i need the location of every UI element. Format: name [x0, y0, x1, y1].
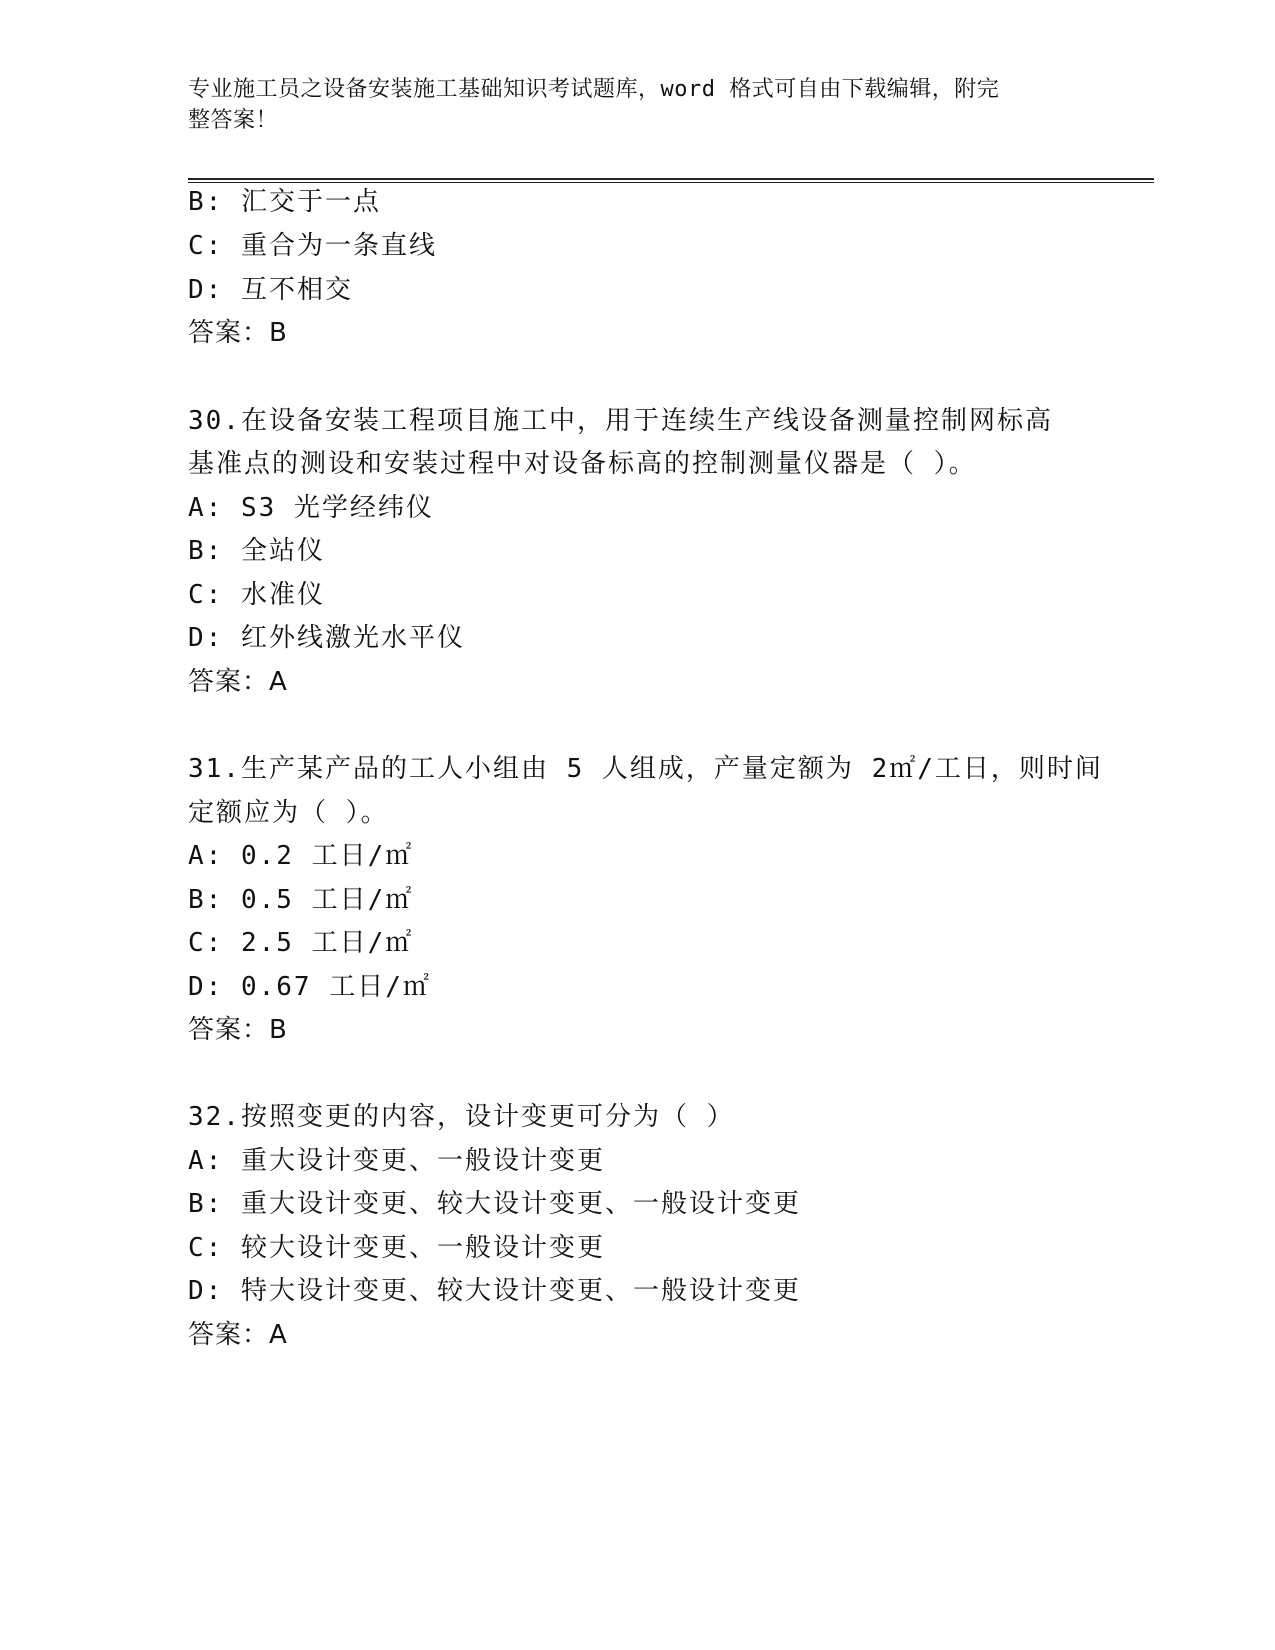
prev-option-d: D: 互不相交: [188, 275, 353, 305]
prev-answer: 答案：B: [188, 318, 288, 348]
q32-stem-line-1: 32.按照变更的内容，设计变更可分为（ ）: [188, 1102, 735, 1132]
q30-option-a: A: S3 光学经纬仪: [188, 493, 434, 523]
q31-answer: 答案：B: [188, 1015, 288, 1045]
q31-option-d: D: 0.67 工日/㎡: [188, 972, 431, 1002]
document-header: [188, 74, 1088, 136]
prev-option-c: C: 重合为一条直线: [188, 231, 437, 261]
header-rule-thick: [188, 178, 1154, 180]
q31-stem-line-1: 31.生产某产品的工人小组由 5 人组成，产量定额为 2㎡/工日，则时间: [188, 754, 1103, 784]
header-rule-thin: [188, 182, 1154, 183]
q30-option-c: C: 水准仪: [188, 580, 325, 610]
header-title-line-1: 专业施工员之设备安装施工基础知识考试题库，word 格式可自由下载编辑，附完: [188, 77, 1000, 102]
q31-option-c: C: 2.5 工日/㎡: [188, 928, 414, 958]
q30-option-d: D: 红外线激光水平仪: [188, 623, 465, 653]
q30-stem-line-1: 30.在设备安装工程项目施工中，用于连续生产线设备测量控制网标高: [188, 406, 1053, 436]
prev-option-b: B: 汇交于一点: [188, 187, 381, 217]
q31-option-a: A: 0.2 工日/㎡: [188, 841, 414, 871]
q32-answer: 答案：A: [188, 1320, 288, 1350]
q32-option-a: A: 重大设计变更、一般设计变更: [188, 1146, 605, 1176]
q30-answer: 答案：A: [188, 667, 288, 697]
q30-option-b: B: 全站仪: [188, 536, 325, 566]
q30-stem-line-2: 基准点的测设和安装过程中对设备标高的控制测量仪器是（ ）。: [188, 449, 977, 479]
q32-option-b: B: 重大设计变更、较大设计变更、一般设计变更: [188, 1189, 801, 1219]
q31-stem-line-2: 定额应为（ ）。: [188, 798, 389, 828]
q31-option-b: B: 0.5 工日/㎡: [188, 885, 414, 915]
q32-option-c: C: 较大设计变更、一般设计变更: [188, 1233, 605, 1263]
header-title-line-2: 整答案！: [188, 108, 279, 133]
q32-option-d: D: 特大设计变更、较大设计变更、一般设计变更: [188, 1276, 801, 1306]
